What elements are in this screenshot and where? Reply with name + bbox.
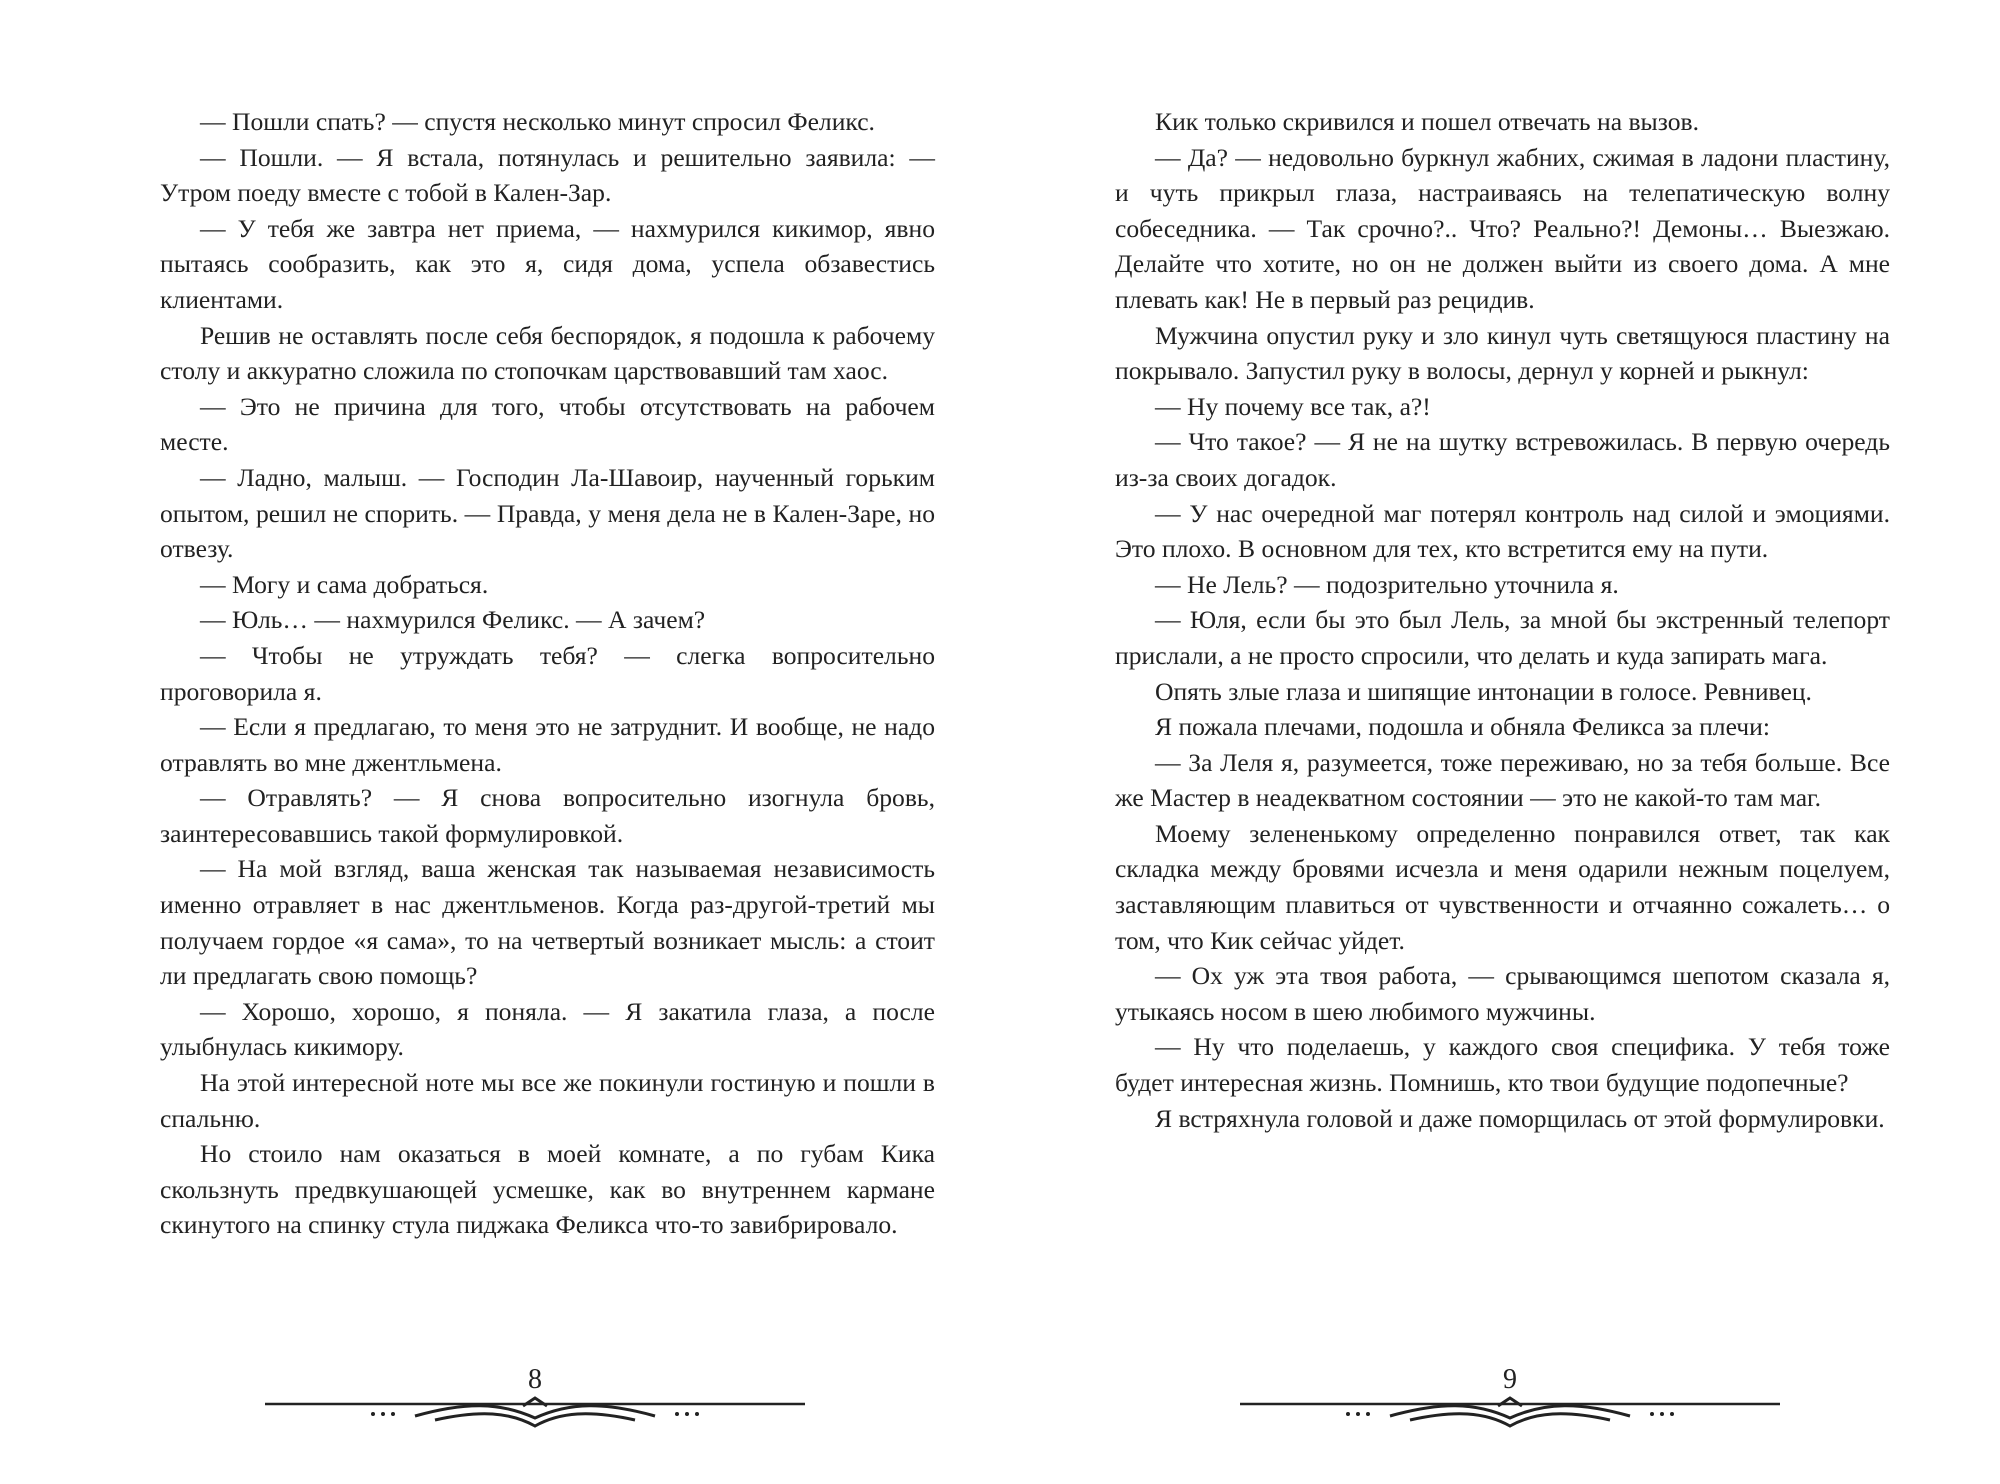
ornament-divider-icon	[265, 1396, 805, 1430]
right-page-text	[1115, 104, 1890, 1136]
paragraph: — Чтобы не утруждать тебя? — слегка вопросительно проговорила я.	[160, 640, 935, 706]
paragraph: — На мой взгляд, ваша женская так называемая независимость именно отравляет в нас джентльменов. Когда раз-другой-третий мы получаем гордое «я сама», то на четвертый возникает мысль: а стоит ли предлагать свою помощь?	[160, 854, 935, 991]
paragraph: — За Леля я, разумеется, тоже переживаю, но за тебя больше. Все же Мастер в неадекватном состоянии — это не какой-то там маг.	[1115, 747, 1890, 813]
paragraph: — Отравлять? — Я снова вопросительно изогнула бровь, заинтересовавшись такой формулировкой.	[160, 783, 935, 848]
paragraph: Я пожала плечами, подошла и обняла Феликса за плечи:	[1155, 712, 1770, 742]
paragraph: — Если я предлагаю, то меня это не затруднит. И вообще, не надо отравлять во мне джентльмена.	[160, 712, 935, 777]
paragraph: — Могу и сама добраться.	[200, 569, 489, 599]
paragraph: — Юля, если бы это был Лель, за мной бы экстренный телепорт прислали, а не просто спросили, что делать и куда запирать мага.	[1115, 605, 1890, 670]
paragraph: — Ох уж эта твоя работа, — срывающимся шепотом сказала я, утыкаясь носом в шею любимого мужчины.	[1115, 961, 1890, 1026]
paragraph: — Пошли. — Я встала, потянулась и решительно заявила: — Утром поеду вместе с тобой в Кален-Зар.	[160, 142, 935, 208]
paragraph: — Ладно, малыш. — Господин Ла-Шавоир, наученный горьким опытом, решил не спорить. — Правда, у меня дела не в Кален-Заре, но отвезу.	[160, 462, 935, 564]
paragraph: — Это не причина для того, чтобы отсутствовать на рабочем месте.	[160, 391, 935, 457]
paragraph: — У нас очередной маг потерял контроль над силой и эмоциями. Это плохо. В основном для тех, кто встретится ему на пути.	[1115, 498, 1890, 564]
paragraph: — Пошли спать? — спустя несколько минут спросил Феликс.	[200, 107, 875, 136]
paragraph: Мужчина опустил руку и зло кинул чуть светящуюся пластину на покрывало. Запустил руку в волосы, дернул у корней и рыкнул:	[1115, 320, 1890, 386]
paragraph: Опять злые глаза и шипящие интонации в голосе. Ревнивец.	[1155, 676, 1812, 706]
page-number: 8	[528, 1364, 542, 1395]
paragraph: — Не Лель? — подозрительно уточнила я.	[1155, 569, 1619, 599]
left-page-text	[160, 104, 935, 1243]
paragraph: Моему зелененькому определенно понравился ответ, так как складка между бровями исчезла и меня одарили нежным поцелуем, заставляющим плавиться от чувственности и отчаянно сожалеть… о том, что Кик сейчас уйдет.	[1115, 818, 1890, 955]
right-page-footer	[1240, 1364, 1780, 1430]
page-number: 9	[1503, 1364, 1517, 1395]
right-page	[1115, 104, 1890, 1136]
paragraph: — У тебя же завтра нет приема, — нахмурился кикимор, явно пытаясь сообразить, как это я, сидя дома, успела обзавестись клиентами.	[160, 213, 935, 314]
paragraph: Решив не оставлять после себя беспорядок, я подошла к рабочему столу и аккуратно сложила по стопочкам царствовавший там хаос.	[160, 320, 935, 386]
paragraph: Но стоило нам оказаться в моей комнате, а по губам Кика скользнуть предвкушающей усмешке, как во внутреннем кармане скинутого на спинку стула пиджака Феликса что-то завибрировало.	[160, 1139, 935, 1240]
left-page-footer	[265, 1364, 805, 1430]
paragraph: — Что такое? — Я не на шутку встревожилась. В первую очередь из-за своих догадок.	[1115, 427, 1890, 492]
ornament-divider-icon	[1240, 1396, 1780, 1430]
paragraph: — Ну почему все так, а?!	[1155, 391, 1431, 421]
paragraph: — Хорошо, хорошо, я поняла. — Я закатила глаза, а после улыбнулась кикимору.	[160, 996, 935, 1062]
paragraph: Кик только скривился и пошел отвечать на вызов.	[1155, 107, 1699, 136]
left-page	[160, 104, 935, 1243]
paragraph: На этой интересной ноте мы все же покинули гостиную и пошли в спальню.	[160, 1068, 935, 1133]
paragraph: — Да? — недовольно буркнул жабних, сжимая в ладони пластину, и чуть прикрыл глаза, настраиваясь на телепатическую волну собеседника. — Так срочно?.. Что? Реально?! Демоны… Выезжаю. Делайте что хотите, но он не должен выйти из своего дома. А мне плевать как! Не в первый раз рецидив.	[1115, 142, 1890, 314]
paragraph: Я встряхнула головой и даже поморщилась от этой формулировки.	[1155, 1103, 1885, 1133]
paragraph: — Юль… — нахмурился Феликс. — А зачем?	[200, 605, 706, 635]
paragraph: — Ну что поделаешь, у каждого своя специфика. У тебя тоже будет интересная жизнь. Помнишь, кто твои будущие подопечные?	[1115, 1032, 1890, 1098]
